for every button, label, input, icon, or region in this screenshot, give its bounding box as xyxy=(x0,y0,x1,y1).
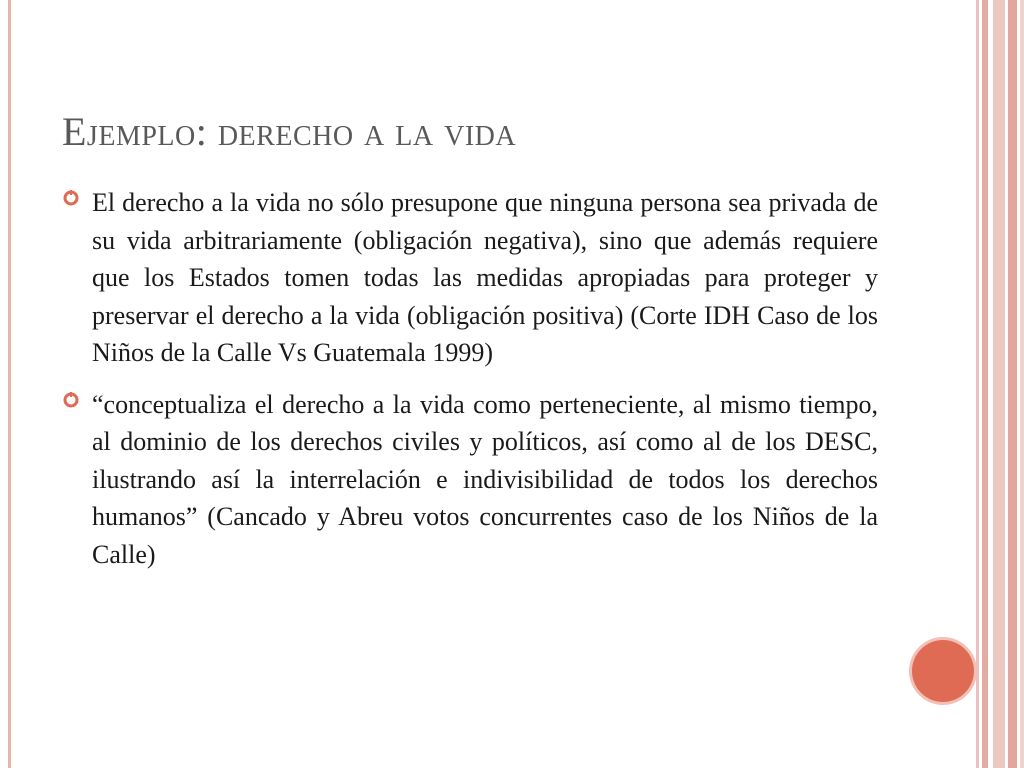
bullet-ring-icon xyxy=(62,391,80,409)
band-stripe xyxy=(976,0,979,768)
band-stripe xyxy=(982,0,988,768)
bullet-item xyxy=(62,184,878,372)
slide-content xyxy=(62,184,878,587)
bullet-item xyxy=(62,386,878,574)
band-stripe xyxy=(1020,0,1024,768)
accent-circle xyxy=(912,640,974,702)
band-stripe xyxy=(993,0,1005,768)
bullet-text: “conceptualiza el derecho a la vida como perteneciente, al mismo tiempo, al dominio de los derechos civiles y políticos, así como al de los DESC, ilustrando así la interrelación e indivisibilidad de todos los derechos humanos” (Cancado y Abreu votos concurrentes caso de los Niños de la Calle) xyxy=(92,389,878,569)
left-decorative-stripe xyxy=(8,0,11,768)
band-stripe xyxy=(1008,0,1017,768)
bullet-text: El derecho a la vida no sólo presupone que ninguna persona sea privada de su vida arbitrariamente (obligación negativa), sino que además requiere que los Estados tomen todas las medidas apropiadas para proteger y preservar el derecho a la vida (obligación positiva) (Corte IDH Caso de los Niños de la Calle Vs Guatemala 1999) xyxy=(92,188,878,367)
bullet-ring-icon xyxy=(62,189,80,207)
right-decorative-band xyxy=(976,0,1024,768)
slide-title: Ejemplo: derecho a la vida xyxy=(62,109,517,154)
